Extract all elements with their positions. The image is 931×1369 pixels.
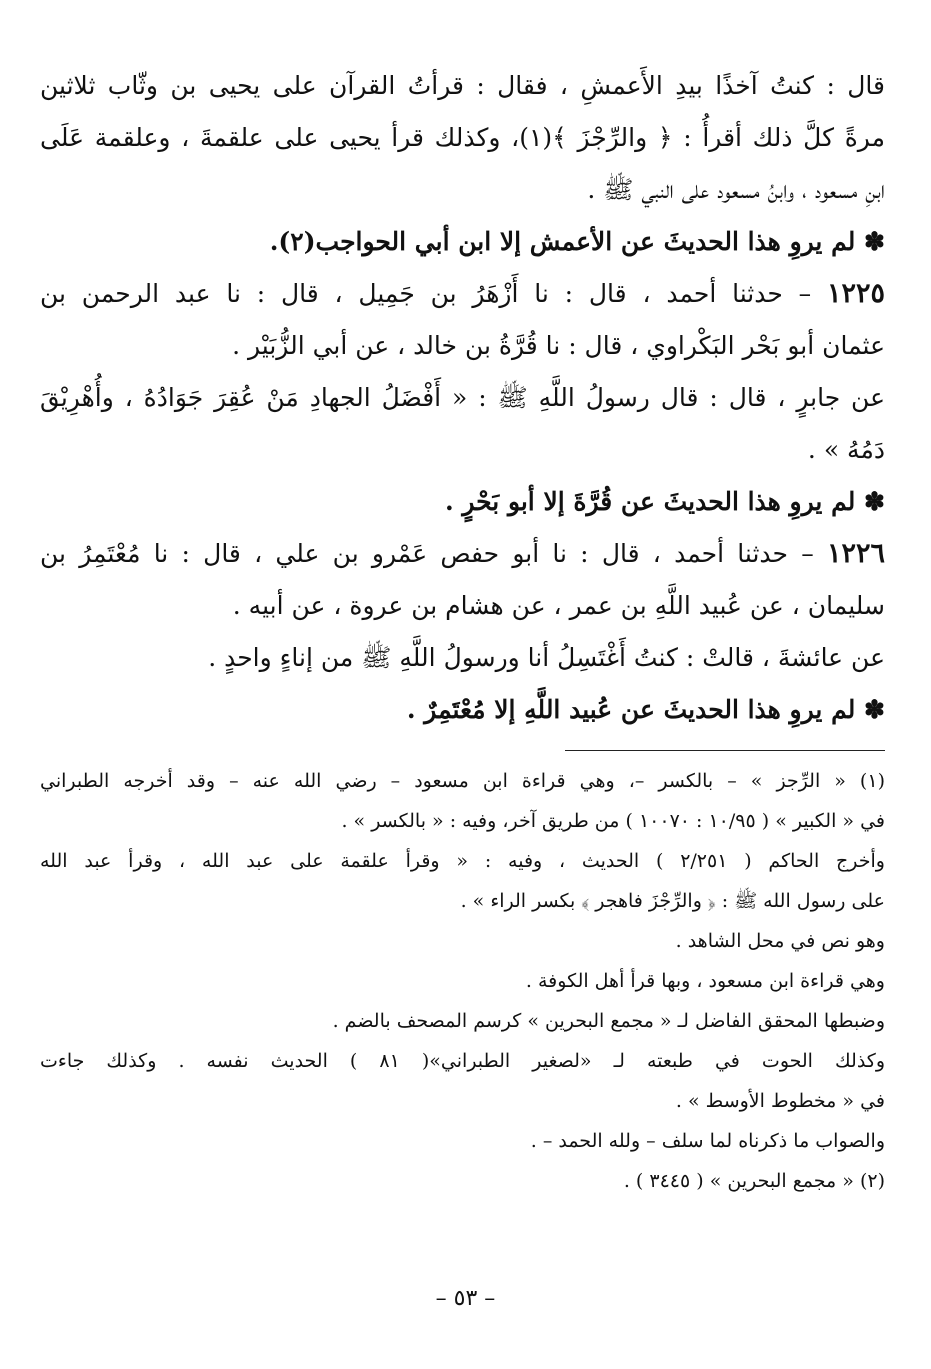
hadith-note: ✽ لم يروِ هذا الحديثَ عن الأعمش إلا ابن أبي الحواجب(٢). [269, 227, 885, 256]
text-line: ابنِ مسعود ، وابنُ مسعود على النبي ﷺ . [587, 175, 885, 204]
hadith-1226-header [40, 528, 885, 580]
footnote-line: وكذلك الحوت في طبعته لـ «لصغير الطبراني»( ٨١ ) الحديث نفسه . وكذلك جاءت [40, 1050, 885, 1072]
page-body [40, 60, 885, 1201]
hadith-1225-header [40, 268, 885, 320]
text-line: عن عائشةَ ، قالتْ : كنتُ أَغْتَسِلُ أنا ورسولُ اللَّهِ ﷺ من إناءٍ واحدٍ . [208, 643, 885, 672]
footnote-line: في « مخطوط الأوسط » . [675, 1090, 885, 1112]
footnote-line: على رسول الله ﷺ : ﴿ والرِّجْزَ فاهجر ﴾ بكسر الراء » . [460, 890, 885, 912]
footnotes [40, 761, 885, 1201]
hadith-note: ✽ لم يروِ هذا الحديثَ عن قُرَّةَ إلا أبو بَحْرٍ . [444, 487, 885, 516]
hadith-number: ١٢٢٦ [826, 538, 885, 569]
text-line: عثمان أبو بَحْر البَكْراوي ، قال : نا قُرَّةُ بن خالد ، عن أبي الزُّبَيْر . [232, 331, 885, 360]
text-line: عن جابرٍ ، قال : قال رسولُ اللَّهِ ﷺ : « أَفْضَلُ الجهادِ مَنْ عُقِرَ جَوَادُهُ ، وأُهْرِيْقَ [40, 383, 885, 412]
text-line: مرةً كلَّ ذلك أقرأُ : ﴿ والرِّجْزَ ﴾(١)، وكذلك قرأ يحيى على علقمةَ ، وعلقمة عَلَى [40, 123, 885, 152]
hadith-isnad: – حدثنا أحمد ، قال : نا أَزْهَرُ بن جَمِيل ، قال : نا عبد الرحمن بن [40, 279, 812, 308]
hadith-note: ✽ لم يروِ هذا الحديثَ عن عُبيد اللَّهِ إلا مُعْتَمِرٌ . [406, 695, 885, 724]
page-number: – ٥٣ – [435, 1286, 496, 1311]
footnote-line: وهي قراءة ابن مسعود ، وبها قرأ أهل الكوفة . [525, 970, 885, 992]
hadith-isnad: – حدثنا أحمد ، قال : نا أبو حفص عَمْرو بن علي ، قال : نا مُعْتَمِرُ بن [40, 539, 814, 568]
text-line: سليمان ، عن عُبيد اللَّهِ بن عمر ، عن هشام بن عروة ، عن أبيه . [232, 591, 885, 620]
footnote-line: والصواب ما ذكرناه لما سلف – ولله الحمد – . [530, 1130, 885, 1152]
text-line: قال : كنتُ آخذًا بيدِ الأَعمشِ ، فقال : قرأتُ القرآن على يحيى بن وثّاب ثلاثين [40, 71, 885, 100]
footnote-line: وهو نص في محل الشاهد . [675, 930, 885, 952]
footnote-line: وضبطها المحقق الفاضل لـ « مجمع البحرين » كرسم المصحف بالضم . [332, 1010, 885, 1032]
footnote-line: (٢) « مجمع البحرين » ( ٣٤٤٥ ) . [623, 1170, 885, 1192]
footnote-line: وأخرج الحاكم ( ٢/٢٥١ ) الحديث ، وفيه : « وقرأ علقمة على عبد الله ، وقرأ عبد الله [40, 850, 885, 872]
text-line: دَمُهُ » . [807, 435, 885, 464]
footnote-line: (١) « الرِّجز » – بالكسر –، وهي قراءة ابن مسعود – رضي الله عنه – وقد أخرجه الطبراني [40, 770, 885, 792]
hadith-number: ١٢٢٥ [826, 278, 885, 309]
footnote-line: في « الكبير » ( ١٠/٩٥ : ١٠٠٧٠ ) من طريق آخر، وفيه : « بالكسر » . [341, 810, 885, 832]
footnote-divider [565, 750, 885, 751]
